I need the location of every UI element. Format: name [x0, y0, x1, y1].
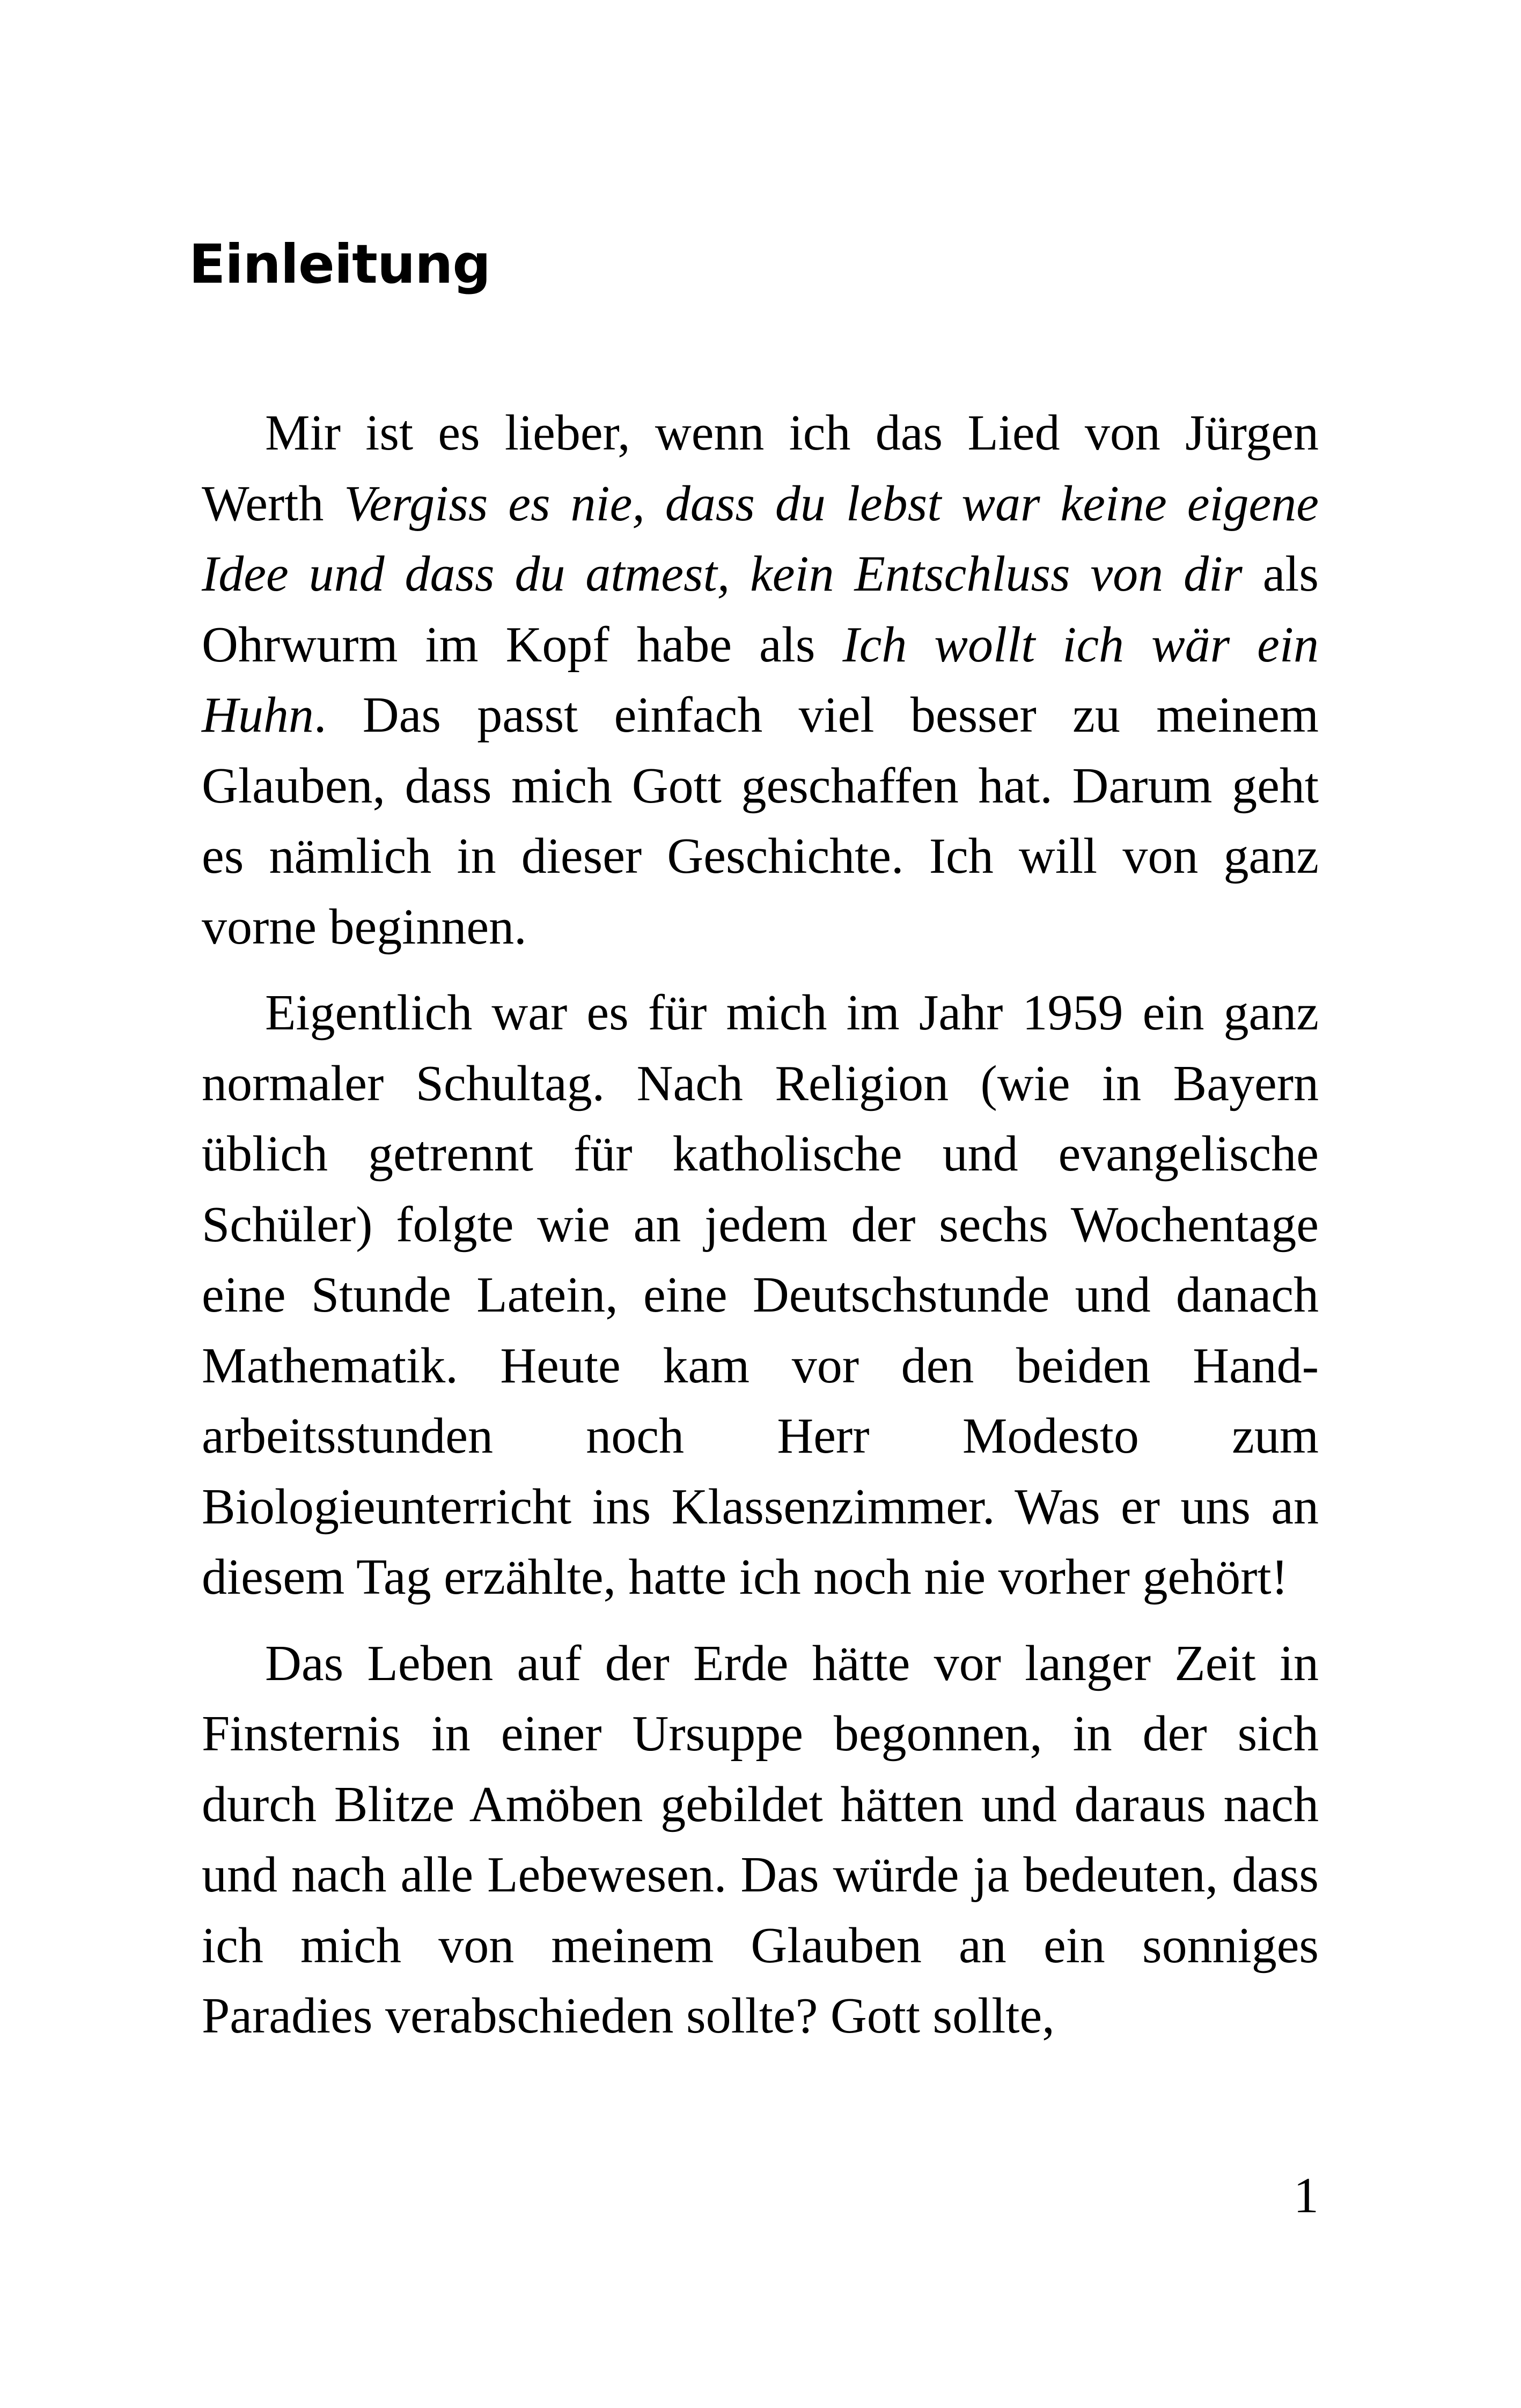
body-text: [202, 398, 1319, 2052]
paragraph-1-text: Mir ist es lieber, wenn ich das Lied von Jürgen Werth: [202, 405, 1319, 532]
paragraph-1-text: . Das passt einfach viel besser zu meinem Glauben, dass mich Gott geschaffen hat. Darum geht es nämlich in dieser Geschichte. Ich will von ganz vorne beginnen.: [202, 687, 1319, 955]
paragraph-3: [202, 1629, 1319, 2052]
paragraph-3-text: Das Leben auf der Erde hätte vor langer Zeit in Finsternis in einer Ursuppe begonnen, in der sich durch Blitze Amöben gebildet hätten und daraus nach und nach alle Lebewesen. Das würde ja bedeuten, dass ich mich von meinem Glauben an ein sonniges Paradies verabschieden sollte? Gott sollte,: [202, 1635, 1319, 2044]
paragraph-2-text: Eigentlich war es für mich im Jahr 1959 ein ganz normaler Schultag. Nach Religion (wie in Bayern üblich getrennt für katholische und evangelische Schüler) folgte wie an jedem der sechs Wochentage eine Stunde Latein, eine Deutschstunde und danach Mathematik. Heute kam vor den beiden Handarbeitsstunden noch Herr Modesto zum Biologieunterricht ins Klassenzimmer. Was er uns an diesem Tag erzählte, hatte ich noch nie vorher gehört!: [202, 985, 1319, 1605]
paragraph-2: [202, 978, 1319, 1613]
paragraph-1: [202, 398, 1319, 962]
page-number: 1: [1294, 2168, 1319, 2223]
chapter-heading: Einleitung: [189, 233, 490, 296]
song-title-2: Ich wollt ich wär ein Huhn: [202, 616, 1319, 743]
song-title-1: Vergiss es nie, dass du lebst war keine eigene Idee und dass du atmest, kein Entschluss von dir: [202, 475, 1319, 602]
paragraph-1-text: als Ohrwurm im Kopf habe als: [202, 546, 1319, 673]
